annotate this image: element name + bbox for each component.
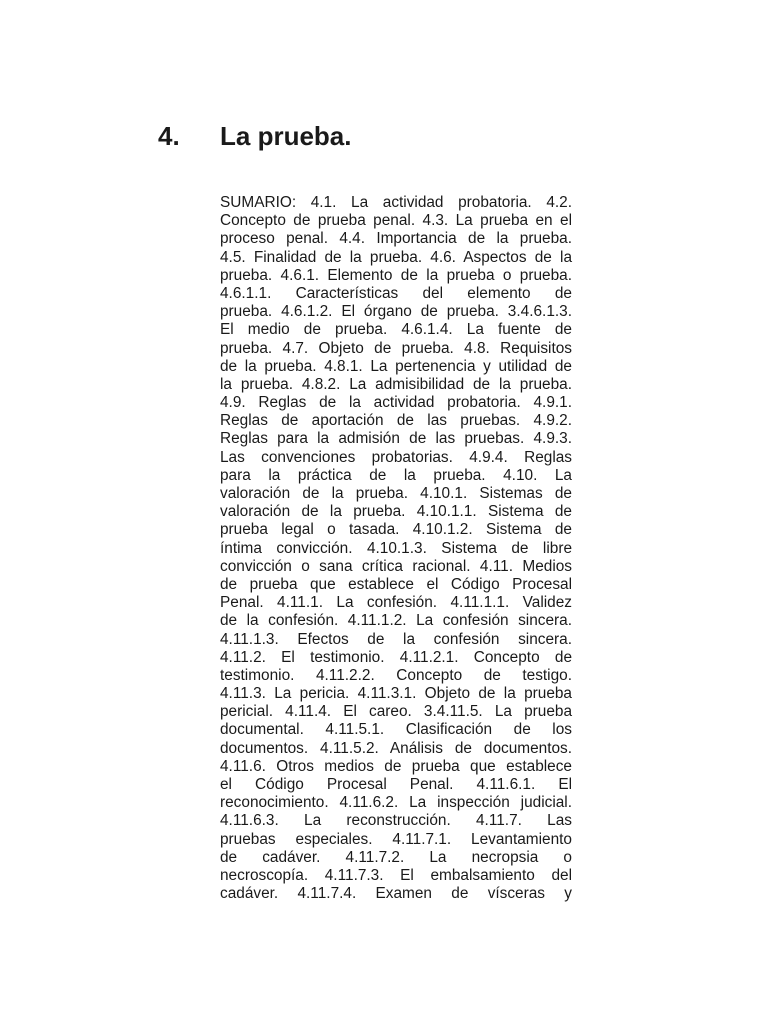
summary-line: SUMARIO: 4.1. La actividad probatoria. 4.2. [220,194,572,211]
summary-line: prueba. 4.6.1.2. El órgano de prueba. 3.4.6.1.3. [220,303,572,321]
summary-line: para la práctica de la prueba. 4.10. La [220,466,572,484]
summary-line: de cadáver. 4.11.7.2. La necropsia o [220,848,572,866]
summary-line: 4.11.3. La pericia. 4.11.3.1. Objeto de la prueba [220,685,572,703]
summary-line: 4.5. Finalidad de la prueba. 4.6. Aspectos de la [220,248,572,266]
chapter-heading [158,121,351,151]
chapter-number: 4. [158,121,180,151]
summary-line: testimonio. 4.11.2.2. Concepto de testigo. [220,666,572,684]
summary-line: 4.11.6. Otros medios de prueba que establece [220,757,572,775]
summary-line: de la prueba. 4.8.1. La pertenencia y utilidad de [220,357,572,375]
summary-line: 4.9. Reglas de la actividad probatoria. 4.9.1. [220,394,572,412]
summary-line: documental. 4.11.5.1. Clasificación de los [220,721,572,739]
summary-line: Penal. 4.11.1. La confesión. 4.11.1.1. Validez [220,594,572,612]
summary-line: Concepto de prueba penal. 4.3. La prueba en el [220,212,572,230]
summary-line: convicción o sana crítica racional. 4.11. Medios [220,557,572,575]
summary-line: pruebas especiales. 4.11.7.1. Levantamiento [220,830,572,848]
summary-line: valoración de la prueba. 4.10.1. Sistemas de [220,485,572,502]
summary-line: documentos. 4.11.5.2. Análisis de documentos. [220,739,572,757]
summary-line: el Código Procesal Penal. 4.11.6.1. El [220,776,572,793]
summary-line: íntima convicción. 4.10.1.3. Sistema de libre [220,539,572,557]
summary-line: Las convenciones probatorias. 4.9.4. Reglas [220,448,572,466]
summary-line: 4.11.2. El testimonio. 4.11.2.1. Concepto de [220,648,572,666]
summary-line: reconocimiento. 4.11.6.2. La inspección judicial. [220,794,572,812]
summary-line: Reglas para la admisión de las pruebas. 4.9.3. [220,430,572,448]
summary-line: prueba legal o tasada. 4.10.1.2. Sistema de [220,521,572,539]
summary-line: necroscopía. 4.11.7.3. El embalsamiento del [220,866,572,884]
summary-line: pericial. 4.11.4. El careo. 3.4.11.5. La prueba [220,703,572,721]
summary-line: El medio de prueba. 4.6.1.4. La fuente de [220,321,572,339]
summary-line: 4.11.6.3. La reconstrucción. 4.11.7. Las [220,812,572,830]
summary-line: 4.11.1.3. Efectos de la confesión sincera. [220,630,572,648]
summary-line: prueba. 4.7. Objeto de prueba. 4.8. Requisitos [220,339,572,357]
summary-line: cadáver. 4.11.7.4. Examen de vísceras y [220,885,572,903]
summary-line: 4.6.1.1. Características del elemento de [220,284,572,302]
summary-line: Reglas de aportación de las pruebas. 4.9.2. [220,412,572,430]
summary-line: prueba. 4.6.1. Elemento de la prueba o prueba. [220,266,572,284]
summary-line: proceso penal. 4.4. Importancia de la prueba. [220,230,572,248]
summary-paragraph [220,194,572,903]
summary-line: de la confesión. 4.11.1.2. La confesión sincera. [220,612,572,630]
summary-line: de prueba que establece el Código Procesal [220,575,572,593]
summary-line: la prueba. 4.8.2. La admisibilidad de la prueba. [220,375,572,393]
summary-line: valoración de la prueba. 4.10.1.1. Sistema de [220,503,572,521]
chapter-title: La prueba. [220,121,352,151]
